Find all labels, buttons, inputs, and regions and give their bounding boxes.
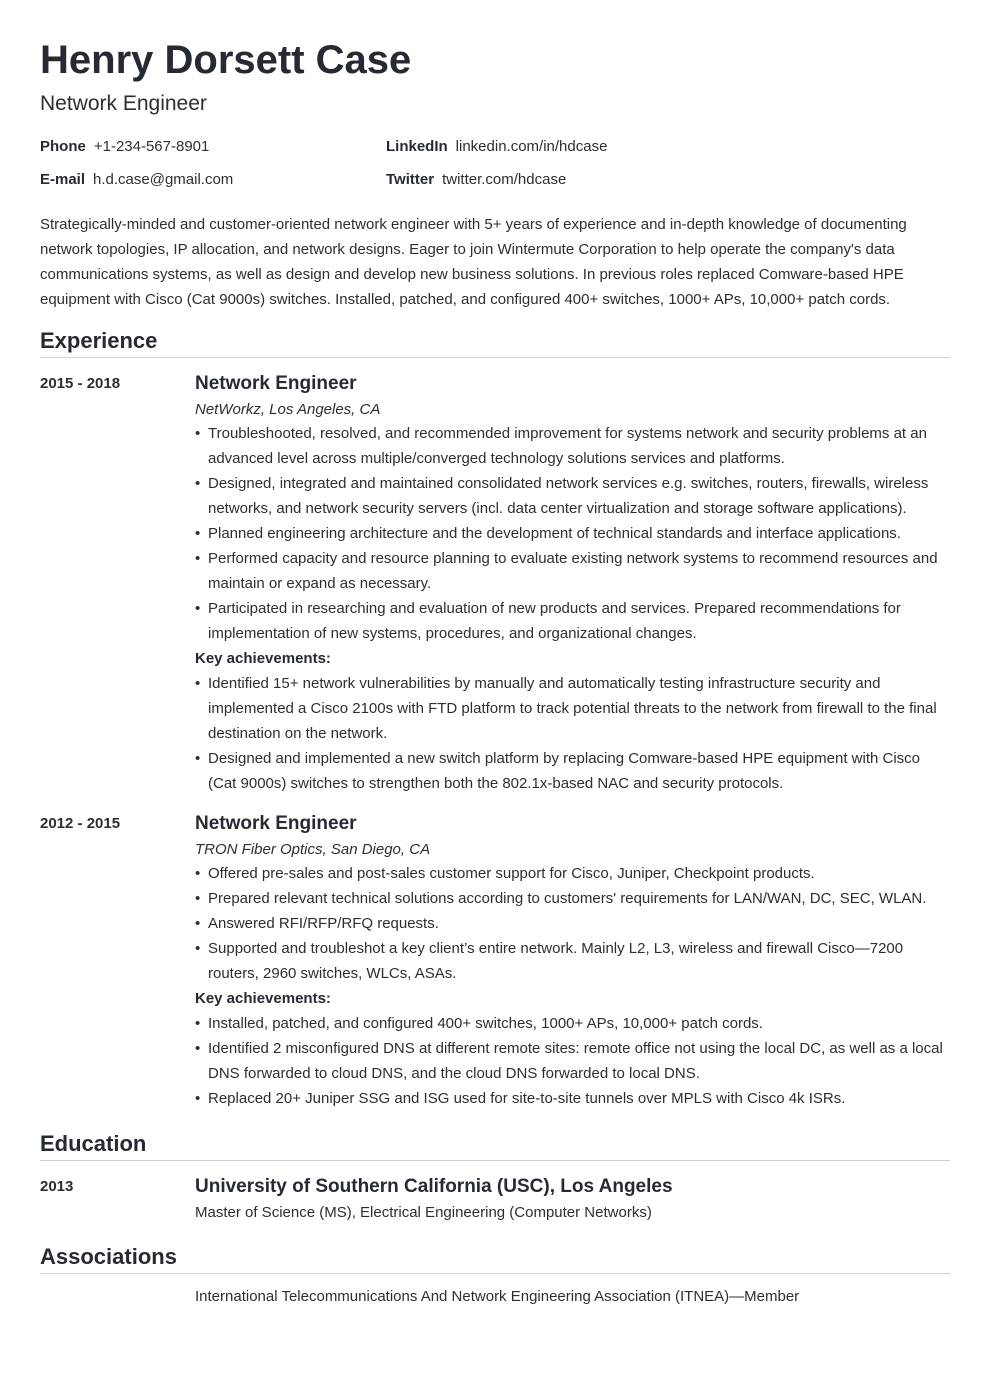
education-degree: Master of Science (MS), Electrical Engineering (Computer Networks): [195, 1204, 652, 1221]
achievement-item: • Identified 15+ network vulnerabilities by manually and automatically testing infrastructure security and implemented a Cisco 2100s with FTD platform to track potential threats to the network from firewall to the final destination on the network.: [195, 671, 950, 746]
responsibility-list: [195, 861, 950, 986]
experience-heading: Experience: [40, 328, 158, 353]
contact-phone-label: Phone: [40, 138, 86, 155]
achievement-list: [195, 671, 950, 796]
responsibility-item: • Answered RFI/RFP/RFQ requests.: [195, 911, 950, 936]
responsibility-item: • Troubleshooted, resolved, and recommended improvement for systems network and security problems at an advanced level across multiple/converged technology solutions services and platforms.: [195, 421, 950, 471]
association-item: International Telecommunications And Network Engineering Association (ITNEA)—Member: [195, 1288, 800, 1305]
responsibility-list: [195, 421, 950, 646]
responsibility-item: • Supported and troubleshot a key client’s entire network. Mainly L2, L3, wireless and firewall Cisco—7200 routers, 2960 switches, WLCs, ASAs.: [195, 936, 950, 986]
experience-company: TRON Fiber Optics, San Diego, CA: [195, 841, 431, 858]
experience-company: NetWorkz, Los Angeles, CA: [195, 401, 381, 418]
responsibility-item: • Prepared relevant technical solutions according to customers' requirements for LAN/WAN, DC, SEC, WLAN.: [195, 886, 950, 911]
achievement-item: • Installed, patched, and configured 400+ switches, 1000+ APs, 10,000+ patch cords.: [195, 1011, 950, 1036]
contact-phone: [40, 138, 209, 156]
experience-details: [195, 372, 950, 796]
education-divider: [40, 1160, 950, 1161]
achievement-list: [195, 1011, 950, 1111]
candidate-title: Network Engineer: [40, 92, 207, 115]
education-details: [195, 1175, 950, 1224]
experience-details: [195, 812, 950, 1111]
achievement-item: • Designed and implemented a new switch platform by replacing Comware-based HPE equipment with Cisco (Cat 9000s) switches to strengthen both the 802.1x-based NAC and security protocols.: [195, 746, 950, 796]
contact-linkedin-label: LinkedIn: [386, 138, 448, 155]
education-school: University of Southern California (USC), Los Angeles: [195, 1176, 673, 1197]
key-achievements-label: Key achievements:: [195, 650, 331, 667]
contact-linkedin-value: linkedin.com/in/hdcase: [455, 138, 608, 155]
experience-divider: [40, 357, 950, 358]
contact-linkedin: [386, 138, 607, 156]
education-year: 2013: [40, 1178, 74, 1195]
achievement-item: • Replaced 20+ Juniper SSG and ISG used for site-to-site tunnels over MPLS with Cisco 4k ISRs.: [195, 1086, 950, 1111]
contact-email-value: h.d.case@gmail.com: [93, 171, 234, 188]
contact-twitter: [386, 171, 566, 189]
responsibility-item: • Designed, integrated and maintained consolidated network services e.g. switches, routers, firewalls, wireless networks, and network security servers (incl. data center virtualization and storage software applications).: [195, 471, 950, 521]
key-achievements-label: Key achievements:: [195, 990, 331, 1007]
associations-heading: Associations: [40, 1244, 177, 1269]
contact-phone-value: +1-234-567-8901: [93, 138, 210, 155]
experience-job-title: Network Engineer: [195, 373, 357, 394]
responsibility-item: • Performed capacity and resource planning to evaluate existing network systems to recommend resources and maintain or expand as necessary.: [195, 546, 950, 596]
responsibility-item: • Offered pre-sales and post-sales customer support for Cisco, Juniper, Checkpoint products.: [195, 861, 950, 886]
contact-twitter-label: Twitter: [386, 171, 435, 188]
profile-summary: Strategically-minded and customer-oriented network engineer with 5+ years of experience and in-depth knowledge of documenting network topologies, IP allocation, and network designs. Eager to join Wintermute Corporation to help operate the company's data communications systems, as well as design and develop new business solutions. In previous roles replaced Comware-based HPE equipment with Cisco (Cat 9000s) switches. Installed, patched, and configured 400+ switches, 1000+ APs, 10,000+ patch cords.: [40, 216, 907, 308]
candidate-name: Henry Dorsett Case: [40, 38, 412, 82]
achievement-item: • Identified 2 misconfigured DNS at different remote sites: remote office not using the local DC, as well as a local DNS forwarded to cloud DNS, and the cloud DNS forwarded to local DNS.: [195, 1036, 950, 1086]
associations-divider: [40, 1273, 950, 1274]
experience-dates: 2015 - 2018: [40, 375, 121, 392]
responsibility-item: • Planned engineering architecture and the development of technical standards and interface applications.: [195, 521, 950, 546]
contact-email-label: E-mail: [40, 171, 86, 188]
contact-email: [40, 171, 233, 189]
responsibility-item: • Participated in researching and evaluation of new products and services. Prepared recommendations for implementation of new systems, procedures, and organizational changes.: [195, 596, 950, 646]
education-heading: Education: [40, 1131, 147, 1156]
contact-twitter-value: twitter.com/hdcase: [442, 171, 567, 188]
experience-job-title: Network Engineer: [195, 813, 357, 834]
experience-dates: 2012 - 2015: [40, 815, 121, 832]
